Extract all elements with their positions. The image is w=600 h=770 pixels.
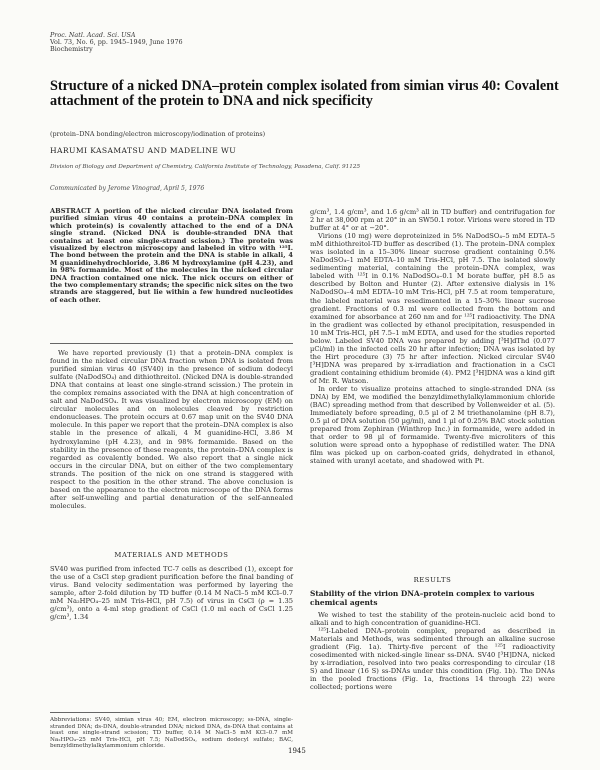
methods-deproteinization: Virions (10 mg) were deproteinized in 5% NaDodSO₄–5 mM EDTA–5 mM dithiothreitol-TD buffer as described (1). The protein–DNA complex was isolated in a 15–30% linear sucrose gradient containing 0.5% NaDodSO₄–1 mM EDTA–10 mM Tris-HCl, pH 7.5. The isolated slowly sedimenting material, containing the protein–DNA complex, was labeled with ¹²⁵I in 0.1% NaDodSO₄–0.1 M borate buffer, pH 8.5 as described by Bolton and Hunter (2). After extensive dialysis in 1% NaDodSO₄–4 mM EDTA–10 mM Tris-HCl, pH 7.5 at room temperature, the labeled material was resedimented in a 15–30% linear sucrose gradient. Fractions of 0.3 ml were collected from the bottom and examined for absorbance at 260 nm and for ¹²⁵I radioactivity. The DNA in the gradient was collected by ethanol precipitation, resuspended in 10 mM Tris-HCl, pH 7.5–1 mM EDTA, and used for the studies reported below. Labeled SV40 DNA was prepared by adding [³H]dThd (0.077 µCi/ml) in the infected cells 20 hr after infection; DNA was isolated by the Hirt procedure (3) 75 hr after infection. Nicked circular SV40 [³H]DNA was prepared by x-irradiation and fractionation in a CsCl gradient containing ethidium bromide (4). PM2 [³H]DNA was a kind gift of Mr. R. Watson. — [310, 232, 555, 385]
abstract-divider — [50, 343, 293, 344]
footnote-divider — [50, 712, 140, 713]
methods-em-spreading: In order to visualize proteins attached to single-stranded DNA (ss DNA) by EM, we modified the benzyldimethylalkylammonium chloride (BAC) spreading method from that described by Vollenweider et al. (5). Immediately before spreading, 0.5 µl of 2 M triethanolamine (pH 8.7), 0.5 µl of DNA solution (50 µg/ml), and 1 µl of 0.25% BAC stock solution prepared from Zephiran (Winthrop Inc.) in formamide, were added in that order to 98 µl of formamide. Twenty-five microliters of this solution were spread onto a hypophase of redistilled water. The DNA film was picked up on carbon-coated grids, dehydrated in ethanol, stained with uranyl acetate, and shadowed with Pt. — [310, 385, 555, 466]
results-heading: RESULTS — [413, 576, 452, 584]
communicated-by: Communicated by Jerome Vinograd, April 5, 1976 — [50, 185, 205, 192]
journal-section: Biochemistry — [50, 45, 93, 54]
journal-header — [50, 32, 183, 54]
abbreviations-footnote: Abbreviations: SV40, simian virus 40; EM, electron microscopy; ss-DNA, single-stranded DNA; ds-DNA, double-stranded DNA; nicked DNA, ds-DNA that contains at least one single-strand scission; TD buffer, 0.14 M NaCl–5 mM KCl–0.7 mM Na₂HPO₄–25 mM Tris-HCl, pH 7.5; NaDodSO₄, sodium dodecyl sulfate; BAC, benzyldimethylalkylammonium chloride. — [50, 717, 293, 750]
left-column-methods — [50, 565, 293, 621]
abstract-text: ABSTRACT A portion of the nicked circular DNA isolated from purified simian virus 40 contains a protein–DNA complex in which protein(s) is covalently attached to the end of a DNA single strand. (Nicked DNA is double-stranded DNA that contains at least one single-strand scission.) The protein was visualized by electron microscopy and labeled in vitro with ¹²⁵I. The bond between the protein and the DNA is stable in alkali, 4 M guanidinehydrochloride, 3.86 M hydroxylamine (pH 4.23), and in 98% formamide. Most of the molecules in the nicked circular DNA fraction contained one nick. The nick occurs on either of the two complementary strands; the specific nick sites on the two strands are staggered, but lie within a few hundred nucleotides of each other. — [50, 207, 293, 304]
methods-heading: MATERIALS AND METHODS — [114, 551, 229, 559]
methods-paragraph: SV40 was purified from infected TC-7 cells as described (1), except for the use of a CsCl step gradient purification before the final banding of virus. Band velocity sedimentation was performed by layering the sample, after 2-fold dilution by TD buffer (0.14 M NaCl–5 mM KCl–0.7 mM Na₂HPO₄–25 mM Tris-HCl, pH 7.5) of virus in CsCl (ρ = 1.35 g/cm³), onto a 4-ml step gradient of CsCl (1.0 ml each of CsCl 1.25 g/cm³, 1.34 — [50, 565, 293, 622]
page-number: 1945 — [288, 747, 306, 755]
methods-continued: g/cm³, 1.4 g/cm³, and 1.6 g/cm³ all in TD buffer) and centrifugation for 2 hr at 38,000 rpm at 20° in an SW50.1 rotor. Virions were stored in TD buffer at 4° or at −20°. — [310, 208, 555, 233]
journal-name: Proc. Natl. Acad. Sci. USA — [50, 31, 136, 39]
results-intro: We wished to test the stability of the protein-nucleic acid bond to alkali and to high concentration of guanidine-HCl. — [310, 611, 555, 628]
results-subheading: Stability of the virion DNA–protein complex to various chemical agents — [310, 589, 535, 607]
keywords: (protein–DNA bonding/electron microscopy/iodination of proteins) — [50, 130, 266, 138]
right-column-results — [310, 611, 555, 691]
article-title: Structure of a nicked DNA–protein complex isolated from simian virus 40: Covalent attachment of the protein to DNA and nick specificity — [50, 78, 559, 109]
intro-paragraph: We have reported previously (1) that a protein–DNA complex is found in the nicked circular DNA fraction when DNA is isolated from purified simian virus 40 (SV40) in the presence of sodium dodecyl sulfate (NaDodSO₄) and dithiothreitol. (Nicked DNA is double-stranded DNA that contains at least one single-strand scission.) The protein in the complex remains associated with the DNA at high concentration of salt and NaDodSO₄. It was visualized by electron microscopy (EM) on circular molecules and on molecules cleaved by restriction endonucleases. The protein occurs at 0.67 map unit on the SV40 DNA molecule. In this paper we report that the protein–DNA complex is also stable in the presence of alkali, 4 M guanidine-HCl, 3.86 M hydroxylamine (pH 4.23), and in 98% formamide. Based on the stability in the presence of these reagents, the protein–DNA complex is regarded as covalently bonded. We also report that a single nick occurs in the circular DNA, but on either of the two complementary strands. The position of the nick on one strand is staggered with respect to the position in the other strand. The above conclusion is based on the appearance to the electron microscope of the DNA forms after self-unwelling and partial denaturation of the self-annealed molecules. — [50, 349, 293, 510]
left-column-intro — [50, 349, 293, 510]
results-paragraph: ¹²⁵I-Labeled DNA–protein complex, prepared as described in Materials and Methods, was sedimented through an alkaline sucrose gradient (Fig. 1a). Thirty-five percent of the ¹²⁵I radioactivity cosedimented with nicked-single linear ss-DNA. SV40 [³H]DNA, nicked by x-irradiation, resolved into two peaks corresponding to circular (18 S) and linear (16 S) ss-DNAs under this condition (Fig. 1b). The DNAs in the pooled fractions (Fig. 1a, fractions 14 through 22) were collected; portions were — [310, 627, 555, 692]
right-column-methods — [310, 208, 555, 466]
abstract — [50, 208, 293, 304]
affiliation: Division of Biology and Department of Chemistry, California Institute of Technology, Pasadena, Calif. 91125 — [50, 164, 361, 170]
authors: HARUMI KASAMATSU AND MADELINE WU — [50, 146, 237, 155]
journal-volume: Vol. 73, No. 6, pp. 1945–1949, June 1976 — [50, 38, 183, 47]
